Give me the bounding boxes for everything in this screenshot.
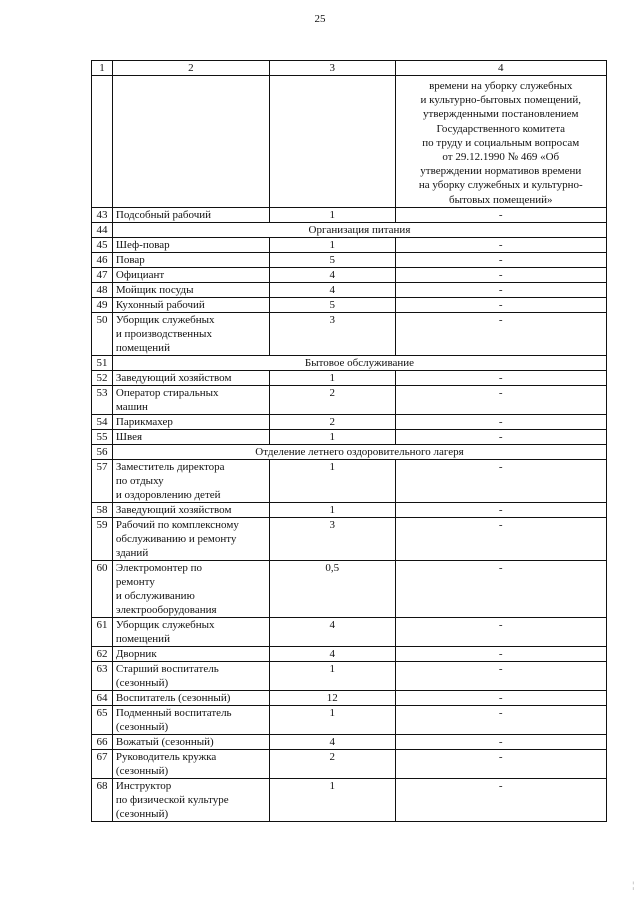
row-number: 63	[92, 661, 113, 690]
position-name-line: Уборщик служебных	[115, 618, 215, 631]
table-header	[92, 61, 607, 76]
header-col-1: 1	[92, 61, 113, 76]
staff-count: 1	[269, 705, 395, 734]
row-number: 57	[92, 459, 113, 502]
position-name-line: (сезонный)	[115, 676, 169, 689]
table-row	[92, 617, 607, 646]
row-number: 66	[92, 734, 113, 749]
staff-count: 4	[269, 646, 395, 661]
position-name-line: и обслуживанию	[115, 589, 195, 602]
staff-count: 1	[269, 502, 395, 517]
position-name	[112, 459, 269, 502]
table-row	[92, 502, 607, 517]
row-number: 43	[92, 207, 113, 222]
row-note: -	[395, 749, 606, 778]
table-row	[92, 207, 607, 222]
position-name	[112, 734, 269, 749]
staff-count: 4	[269, 734, 395, 749]
continuation-row	[92, 76, 607, 208]
position-name	[112, 778, 269, 821]
row-note: -	[395, 207, 606, 222]
position-name	[112, 517, 269, 560]
row-note: -	[395, 734, 606, 749]
table-row	[92, 517, 607, 560]
row-note: -	[395, 297, 606, 312]
row-number: 48	[92, 282, 113, 297]
position-name-line: помещений	[115, 341, 170, 354]
position-name-line: и производственных	[115, 327, 212, 340]
empty-cell	[92, 76, 113, 208]
staff-count: 1	[269, 661, 395, 690]
note-line: от 29.12.1990 № 469 «Об	[442, 151, 560, 164]
row-note: -	[395, 267, 606, 282]
table-row	[92, 252, 607, 267]
position-name-line: и оздоровлению детей	[115, 488, 221, 501]
table-row	[92, 312, 607, 355]
note-line: по труду и социальным вопросам	[422, 136, 580, 149]
staff-count: 0,5	[269, 560, 395, 617]
staff-count: 4	[269, 282, 395, 297]
empty-cell	[269, 76, 395, 208]
staff-count: 5	[269, 297, 395, 312]
staff-count: 1	[269, 429, 395, 444]
row-note: -	[395, 429, 606, 444]
row-number: 65	[92, 705, 113, 734]
row-note: -	[395, 252, 606, 267]
position-name	[112, 207, 269, 222]
staff-count: 4	[269, 267, 395, 282]
row-number: 47	[92, 267, 113, 282]
row-number: 45	[92, 237, 113, 252]
row-note: -	[395, 617, 606, 646]
note-line: на уборку служебных и культурно-	[418, 179, 583, 192]
header-col-3: 3	[269, 61, 395, 76]
staffing-table	[91, 60, 607, 822]
staff-count: 2	[269, 385, 395, 414]
row-number: 68	[92, 778, 113, 821]
row-number: 61	[92, 617, 113, 646]
note-line: времени на уборку служебных	[429, 80, 573, 92]
page-number: 25	[314, 13, 326, 25]
table-row	[92, 267, 607, 282]
position-name	[112, 370, 269, 385]
position-name	[112, 297, 269, 312]
position-name-line: Официант	[115, 268, 165, 281]
row-note: -	[395, 237, 606, 252]
row-number: 62	[92, 646, 113, 661]
staff-count: 1	[269, 370, 395, 385]
position-name-line: Старший воспитатель	[115, 662, 219, 675]
row-note: -	[395, 414, 606, 429]
position-name	[112, 749, 269, 778]
row-note: -	[395, 690, 606, 705]
header-row	[92, 61, 607, 76]
staff-count: 1	[269, 459, 395, 502]
position-name	[112, 690, 269, 705]
position-name-line: Кухонный рабочий	[115, 298, 205, 311]
position-name-line: Мойщик посуды	[115, 283, 194, 296]
empty-cell	[112, 76, 269, 208]
position-name-line: Подменный воспитатель	[115, 706, 232, 719]
row-note: -	[395, 646, 606, 661]
staff-count: 1	[269, 207, 395, 222]
position-name-line: Рабочий по комплексному	[115, 518, 239, 531]
position-name-line: Электромонтер по	[115, 561, 203, 574]
section-title: Организация питания	[112, 222, 606, 237]
row-note: -	[395, 502, 606, 517]
table-row	[92, 734, 607, 749]
position-name-line: Уборщик служебных	[115, 313, 215, 326]
note-line: утвержденными постановлением	[423, 108, 579, 121]
section-row	[92, 444, 607, 459]
table-row	[92, 646, 607, 661]
section-title: Отделение летнего оздоровительного лагеря	[112, 444, 606, 459]
position-name	[112, 661, 269, 690]
header-col-2: 2	[112, 61, 269, 76]
position-name-line: Швея	[115, 430, 143, 443]
position-name-line: Вожатый (сезонный)	[115, 735, 214, 748]
section-title: Бытовое обслуживание	[112, 355, 606, 370]
position-name-line: Подсобный рабочий	[115, 208, 212, 221]
row-note: -	[395, 560, 606, 617]
position-name-line: по физической культуре	[115, 793, 229, 806]
row-note: -	[395, 459, 606, 502]
row-number: 60	[92, 560, 113, 617]
row-number: 49	[92, 297, 113, 312]
position-name-line: Руководитель кружка	[115, 750, 217, 763]
position-name	[112, 252, 269, 267]
row-number: 51	[92, 355, 113, 370]
staff-count: 1	[269, 237, 395, 252]
position-name	[112, 646, 269, 661]
row-note: -	[395, 370, 606, 385]
table-row	[92, 560, 607, 617]
row-number: 54	[92, 414, 113, 429]
row-note: -	[395, 312, 606, 355]
table-row	[92, 385, 607, 414]
note-line: утверждении нормативов времени	[420, 165, 582, 178]
row-number: 59	[92, 517, 113, 560]
row-number: 52	[92, 370, 113, 385]
row-number: 50	[92, 312, 113, 355]
position-name	[112, 414, 269, 429]
row-number: 67	[92, 749, 113, 778]
table-body	[92, 76, 607, 822]
table-row	[92, 282, 607, 297]
row-number: 44	[92, 222, 113, 237]
table-row	[92, 690, 607, 705]
note-line: Государственного комитета	[436, 122, 566, 135]
position-name-line: Дворник	[115, 647, 157, 660]
section-row	[92, 222, 607, 237]
table-row	[92, 297, 607, 312]
row-note: -	[395, 385, 606, 414]
position-name-line: (сезонный)	[115, 764, 169, 777]
position-name-line: обслуживанию и ремонту	[115, 532, 237, 545]
table-row	[92, 429, 607, 444]
position-name	[112, 560, 269, 617]
table-row	[92, 237, 607, 252]
table-row	[92, 370, 607, 385]
staff-count: 4	[269, 617, 395, 646]
row-number: 53	[92, 385, 113, 414]
position-name-line: электрооборудования	[115, 603, 217, 616]
table-row	[92, 749, 607, 778]
position-name-line: Воспитатель (сезонный)	[115, 691, 231, 704]
position-name-line: Заведующий хозяйством	[115, 371, 232, 384]
position-name-line: Оператор стиральных	[115, 386, 219, 399]
row-number: 56	[92, 444, 113, 459]
position-name-line: зданий	[115, 546, 149, 559]
position-name-line: Заместитель директора	[115, 460, 225, 473]
position-name-line: машин	[115, 400, 148, 413]
table-row	[92, 459, 607, 502]
staff-count: 2	[269, 414, 395, 429]
continuation-note	[395, 76, 606, 208]
position-name-line: Шеф-повар	[115, 238, 170, 251]
position-name-line: Инструктор	[115, 779, 172, 792]
scan-mark: ¦	[632, 880, 634, 890]
staff-count: 2	[269, 749, 395, 778]
position-name	[112, 429, 269, 444]
row-note: -	[395, 661, 606, 690]
note-line: и культурно-бытовых помещений,	[420, 94, 581, 107]
header-col-4: 4	[395, 61, 606, 76]
staff-count: 1	[269, 778, 395, 821]
position-name-line: (сезонный)	[115, 720, 169, 733]
row-number: 58	[92, 502, 113, 517]
row-note: -	[395, 705, 606, 734]
position-name	[112, 705, 269, 734]
staff-count: 3	[269, 312, 395, 355]
note-line: бытовых помещений»	[449, 193, 553, 206]
row-note: -	[395, 282, 606, 297]
row-note: -	[395, 517, 606, 560]
position-name-line: Повар	[115, 253, 145, 266]
position-name	[112, 312, 269, 355]
staff-count: 12	[269, 690, 395, 705]
position-name-line: Заведующий хозяйством	[115, 503, 232, 516]
row-note: -	[395, 778, 606, 821]
staff-count: 5	[269, 252, 395, 267]
position-name	[112, 502, 269, 517]
row-number: 46	[92, 252, 113, 267]
position-name-line: (сезонный)	[115, 807, 169, 820]
position-name	[112, 617, 269, 646]
section-row	[92, 355, 607, 370]
position-name	[112, 267, 269, 282]
row-number: 55	[92, 429, 113, 444]
row-number: 64	[92, 690, 113, 705]
position-name	[112, 385, 269, 414]
position-name	[112, 282, 269, 297]
table-row	[92, 661, 607, 690]
position-name-line: помещений	[115, 632, 170, 645]
table-row	[92, 705, 607, 734]
position-name-line: ремонту	[115, 575, 155, 588]
position-name-line: Парикмахер	[115, 415, 173, 428]
position-name-line: по отдыху	[115, 474, 164, 487]
table-row	[92, 414, 607, 429]
staff-count: 3	[269, 517, 395, 560]
table-row	[92, 778, 607, 821]
position-name	[112, 237, 269, 252]
